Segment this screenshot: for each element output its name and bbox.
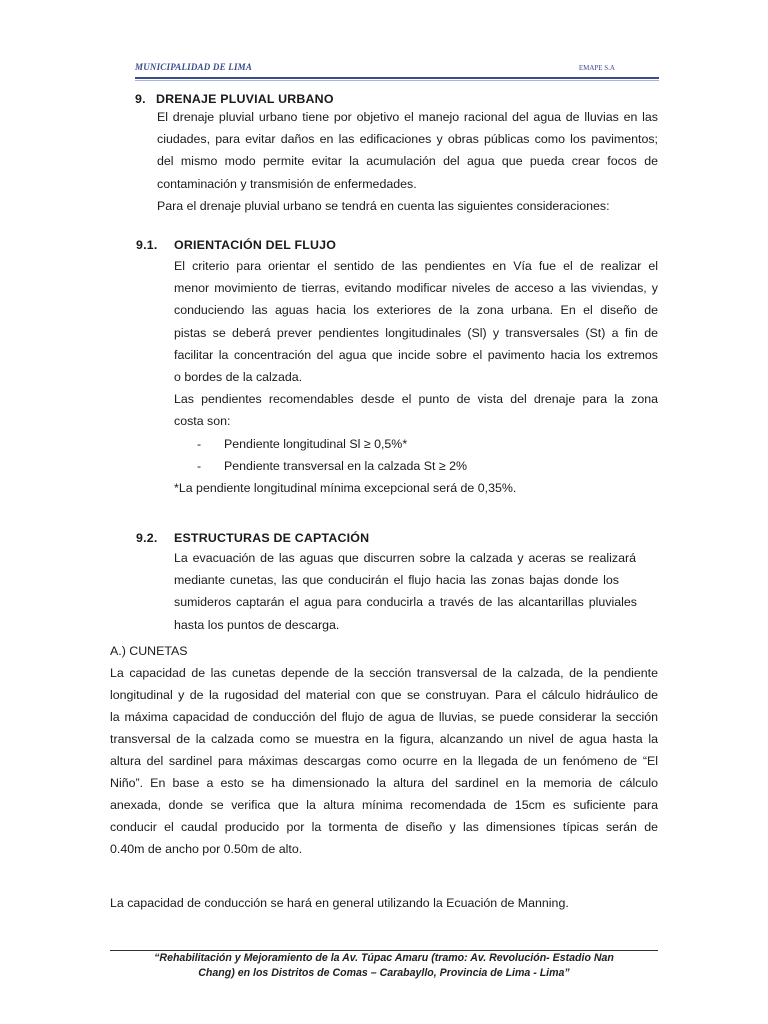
text-line: transversal de la calzada como se muestra en la figura, alcanzando un nivel de agua hasta la	[110, 732, 658, 746]
text-line: Niño”. En base a esto se ha dimensionado la altura del sardinel en la memoria de cálculo	[110, 776, 658, 790]
footnote-text: *La pendiente longitudinal mínima excepcional será de 0,35%.	[174, 481, 517, 496]
text-line: o bordes de la calzada.	[174, 370, 303, 385]
text-line: menor movimiento de tierras, evitando modificar niveles de acceso a las viviendas, y	[174, 281, 658, 296]
text-line: costa son:	[174, 414, 231, 429]
text-line: mediante cunetas, las que conducirán el flujo hacia las zonas bajas donde los	[174, 573, 619, 588]
text-line: La capacidad de las cunetas depende de la sección transversal de la calzada, de la pendiente	[110, 666, 658, 680]
text-line: hasta los puntos de descarga.	[174, 617, 340, 632]
footer-line-2: Chang) en los Distritos de Comas – Carabayllo, Provincia de Lima - Lima”	[198, 967, 570, 979]
section-title: ESTRUCTURAS DE CAPTACIÓN	[174, 531, 370, 545]
text-line: conducir el caudal producido por la tormenta de diseño y las dimensiones típicas serán de	[110, 820, 658, 834]
section-9-2-paragraph	[174, 547, 650, 636]
text-line: conduciendo las aguas hacia los exteriores de la zona urbana. En el diseño de	[174, 303, 658, 318]
text-line: Las pendientes recomendables desde el punto de vista del drenaje para la zona	[174, 392, 658, 407]
section-number: 9.1.	[136, 238, 158, 252]
section-9-paragraph	[157, 106, 658, 217]
text-line: La evacuación de las aguas que discurren sobre la calzada y aceras se realizará	[174, 551, 636, 565]
text-line: anexada, donde se verifica que la altura mínima recomendada de 15cm es suficiente para	[110, 798, 658, 812]
bullet-item	[174, 455, 658, 477]
section-title: DRENAJE PLUVIAL URBANO	[156, 92, 334, 106]
text-line: longitudinal y de la rugosidad del material con que se construyan. Para el cálculo hidráulico de	[110, 688, 658, 702]
bullet-item	[174, 433, 658, 455]
bullet-text: Pendiente longitudinal Sl ≥ 0,5%*	[224, 436, 408, 451]
section-9-1-paragraph	[174, 255, 658, 499]
text-line: Para el drenaje pluvial urbano se tendrá en cuenta las siguientes consideraciones:	[157, 198, 610, 213]
section-title: ORIENTACIÓN DEL FLUJO	[174, 238, 337, 252]
page-header	[135, 62, 615, 76]
header-municipality: MUNICIPALIDAD DE LIMA	[135, 62, 253, 72]
text-line: sumideros captarán el agua para conducirla a través de las alcantarillas pluviales	[174, 595, 637, 610]
text-line: El criterio para orientar el sentido de las pendientes en Vía fue el de realizar el	[174, 259, 658, 273]
text-line: facilitar la concentración del agua que incide sobre el pavimento hacia los extremos	[174, 347, 658, 362]
bullet-text: Pendiente transversal en la calzada St ≥ 2%	[224, 458, 468, 473]
text-line: altura del sardinel para máximas descargas como ocurre en la llegada de un fenómeno de “El	[110, 754, 658, 768]
subsection-title: A.) CUNETAS	[110, 644, 188, 658]
text-line: del mismo modo permite evitar la acumulación del agua que pueda crear focos de	[157, 154, 658, 169]
header-rule-thin	[135, 80, 659, 81]
section-9-1-heading	[136, 234, 336, 256]
cunetas-paragraph	[110, 662, 658, 860]
section-9-2-heading	[136, 527, 369, 549]
text-line: pistas se deberá prever pendientes longitudinales (Sl) y transversales (St) a fin de	[174, 325, 658, 340]
bullet-mark: -	[197, 436, 202, 451]
page-footer	[110, 951, 658, 981]
header-company: EMAPE S.A	[578, 64, 615, 72]
text-line: la máxima capacidad de conducción del flujo de agua de lluvias, se puede considerar la sección	[110, 710, 658, 724]
bullet-mark: -	[197, 458, 202, 473]
footer-line-1: “Rehabilitación y Mejoramiento de la Av. Túpac Amaru (tramo: Av. Revolución- Estadio Nan	[154, 952, 614, 964]
text-line: El drenaje pluvial urbano tiene por objetivo el manejo racional del agua de lluvias en las	[157, 110, 658, 124]
text-line: ciudades, para evitar daños en las edificaciones y obras públicas como los pavimentos;	[157, 132, 658, 147]
section-number: 9.	[135, 92, 146, 106]
header-rule	[135, 77, 659, 79]
text-line: contaminación y transmisión de enfermedades.	[157, 176, 417, 191]
section-number: 9.2.	[136, 531, 158, 545]
text-line: 0.40m de ancho por 0.50m de alto.	[110, 842, 303, 856]
manning-note: La capacidad de conducción se hará en general utilizando la Ecuación de Manning.	[110, 896, 569, 910]
